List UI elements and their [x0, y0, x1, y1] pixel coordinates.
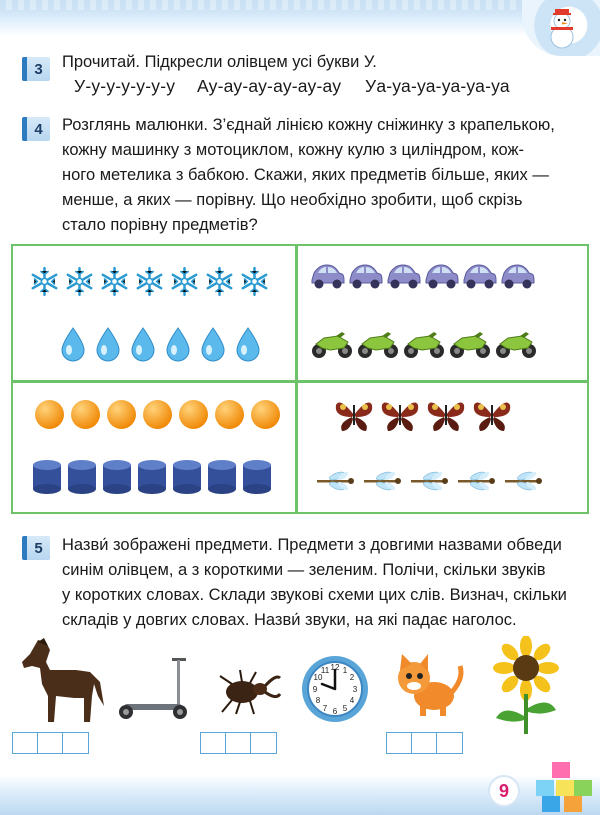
- svg-text:4: 4: [349, 696, 355, 705]
- car-icon: [309, 262, 345, 290]
- kitten-image: [390, 648, 466, 720]
- snowflake-icon: [169, 266, 200, 297]
- exercise-5-line-3: у коротких словах. Склади звукові схеми цих слів. Визнач, скільки: [62, 586, 567, 604]
- drop-icon: [200, 326, 226, 362]
- dragonfly-icon: [407, 470, 451, 492]
- svg-text:6: 6: [332, 707, 338, 716]
- exercise-4-line-5: стало порівну предметів?: [62, 216, 258, 234]
- car-icon: [461, 262, 497, 290]
- snowflake-icon: [204, 266, 235, 297]
- sunflower-image: [484, 636, 568, 734]
- exercise-4-line-1: Розглянь малюнки. З’єднай лінією кожну сніжинку з крапелькою,: [62, 116, 555, 134]
- ball-icon: [106, 399, 137, 430]
- grid-divider-vertical: [295, 246, 298, 512]
- car-icon: [385, 262, 421, 290]
- sound-scheme-horse[interactable]: [12, 732, 89, 754]
- snowflake-icon: [239, 266, 270, 297]
- dragonfly-icon: [501, 470, 545, 492]
- butterfly-icon: [334, 397, 374, 433]
- motorcycle-icon: [402, 330, 446, 360]
- syllable-string-3: Уа-уа-уа-уа-уа-уа: [365, 76, 510, 96]
- beetle-image: [212, 664, 282, 716]
- butterfly-icon: [380, 397, 420, 433]
- butterfly-row: [334, 397, 512, 433]
- svg-text:9: 9: [312, 685, 318, 694]
- drop-icon: [130, 326, 156, 362]
- motorcycle-icon: [356, 330, 400, 360]
- drop-icon: [235, 326, 261, 362]
- motorcycle-icon: [448, 330, 492, 360]
- ball-icon: [70, 399, 101, 430]
- sound-scheme-kitten[interactable]: [386, 732, 463, 754]
- syllable-string-2: Ау-ау-ау-ау-ау-ау: [197, 76, 342, 96]
- ball-icon: [34, 399, 65, 430]
- butterfly-icon: [472, 397, 512, 433]
- ball-icon: [214, 399, 245, 430]
- snowflake-icon: [29, 266, 60, 297]
- grid-divider-horizontal: [13, 380, 587, 383]
- svg-text:1: 1: [342, 666, 348, 675]
- exercise-3-instruction: Прочитай. Підкресли олівцем усі букви У.: [62, 53, 377, 71]
- syllable-string-1: У-у-у-у-у-у-у: [74, 76, 176, 96]
- scooter-image: [112, 656, 196, 722]
- dragonfly-row: [313, 470, 545, 492]
- cubes-icon: [534, 760, 594, 812]
- cylinder-icon: [242, 459, 272, 495]
- exercise-4-line-2: кожну машинку з мотоциклом, кожну кулю з циліндром, кож-: [62, 141, 525, 159]
- svg-text:7: 7: [322, 704, 328, 713]
- page-number: 9: [488, 775, 520, 807]
- snowflake-icon: [99, 266, 130, 297]
- ball-icon: [178, 399, 209, 430]
- car-icon: [347, 262, 383, 290]
- exercise-number-3: 3: [22, 57, 50, 81]
- snowman-icon: [542, 6, 582, 50]
- drop-row: [60, 326, 261, 362]
- ball-icon: [250, 399, 281, 430]
- ball-icon: [142, 399, 173, 430]
- cylinder-icon: [207, 459, 237, 495]
- cylinder-icon: [67, 459, 97, 495]
- horse-image: [16, 636, 106, 728]
- dragonfly-icon: [454, 470, 498, 492]
- drop-icon: [95, 326, 121, 362]
- snowflake-icon: [64, 266, 95, 297]
- svg-text:8: 8: [315, 696, 321, 705]
- motorcycle-icon: [310, 330, 354, 360]
- sound-scheme-beetle[interactable]: [200, 732, 277, 754]
- car-icon: [499, 262, 535, 290]
- dragonfly-icon: [313, 470, 357, 492]
- exercise-4-line-3: ного метелика з бабкою. Скажи, яких предметів більше, яких —: [62, 166, 549, 184]
- car-row: [309, 262, 535, 290]
- drop-icon: [60, 326, 86, 362]
- svg-text:3: 3: [352, 685, 358, 694]
- svg-text:11: 11: [320, 666, 330, 675]
- clock-image: [300, 654, 370, 724]
- cylinder-icon: [172, 459, 202, 495]
- snowflake-icon: [134, 266, 165, 297]
- svg-text:5: 5: [342, 704, 348, 713]
- svg-text:12: 12: [330, 663, 340, 672]
- exercise-5-line-2: синім олівцем, а з короткими — зеленим. Полічи, скільки звуків: [62, 561, 546, 579]
- top-decor-band: [0, 0, 600, 36]
- matching-grid: [11, 244, 589, 514]
- exercise-4-line-4: менше, а яких — порівну. Що необхідно зробити, щоб скрізь: [62, 191, 523, 209]
- exercise-5-line-1: Назви́ зображені предмети. Предмети з довгими назвами обведи: [62, 536, 562, 554]
- butterfly-icon: [426, 397, 466, 433]
- drop-icon: [165, 326, 191, 362]
- exercise-number-4: 4: [22, 117, 50, 141]
- cylinder-icon: [102, 459, 132, 495]
- svg-text:10: 10: [313, 673, 323, 682]
- car-icon: [423, 262, 459, 290]
- exercise-number-5: 5: [22, 536, 50, 560]
- cylinder-row: [32, 459, 272, 495]
- dragonfly-icon: [360, 470, 404, 492]
- cylinder-icon: [32, 459, 62, 495]
- ball-row: [34, 399, 281, 430]
- svg-text:2: 2: [349, 673, 355, 682]
- exercise-5-line-4: складів у довгих словах. Назви́ звуки, на які падає наголос.: [62, 611, 517, 629]
- motorcycle-icon: [494, 330, 538, 360]
- snowflake-row: [29, 266, 270, 297]
- motorcycle-row: [310, 330, 538, 360]
- cylinder-icon: [137, 459, 167, 495]
